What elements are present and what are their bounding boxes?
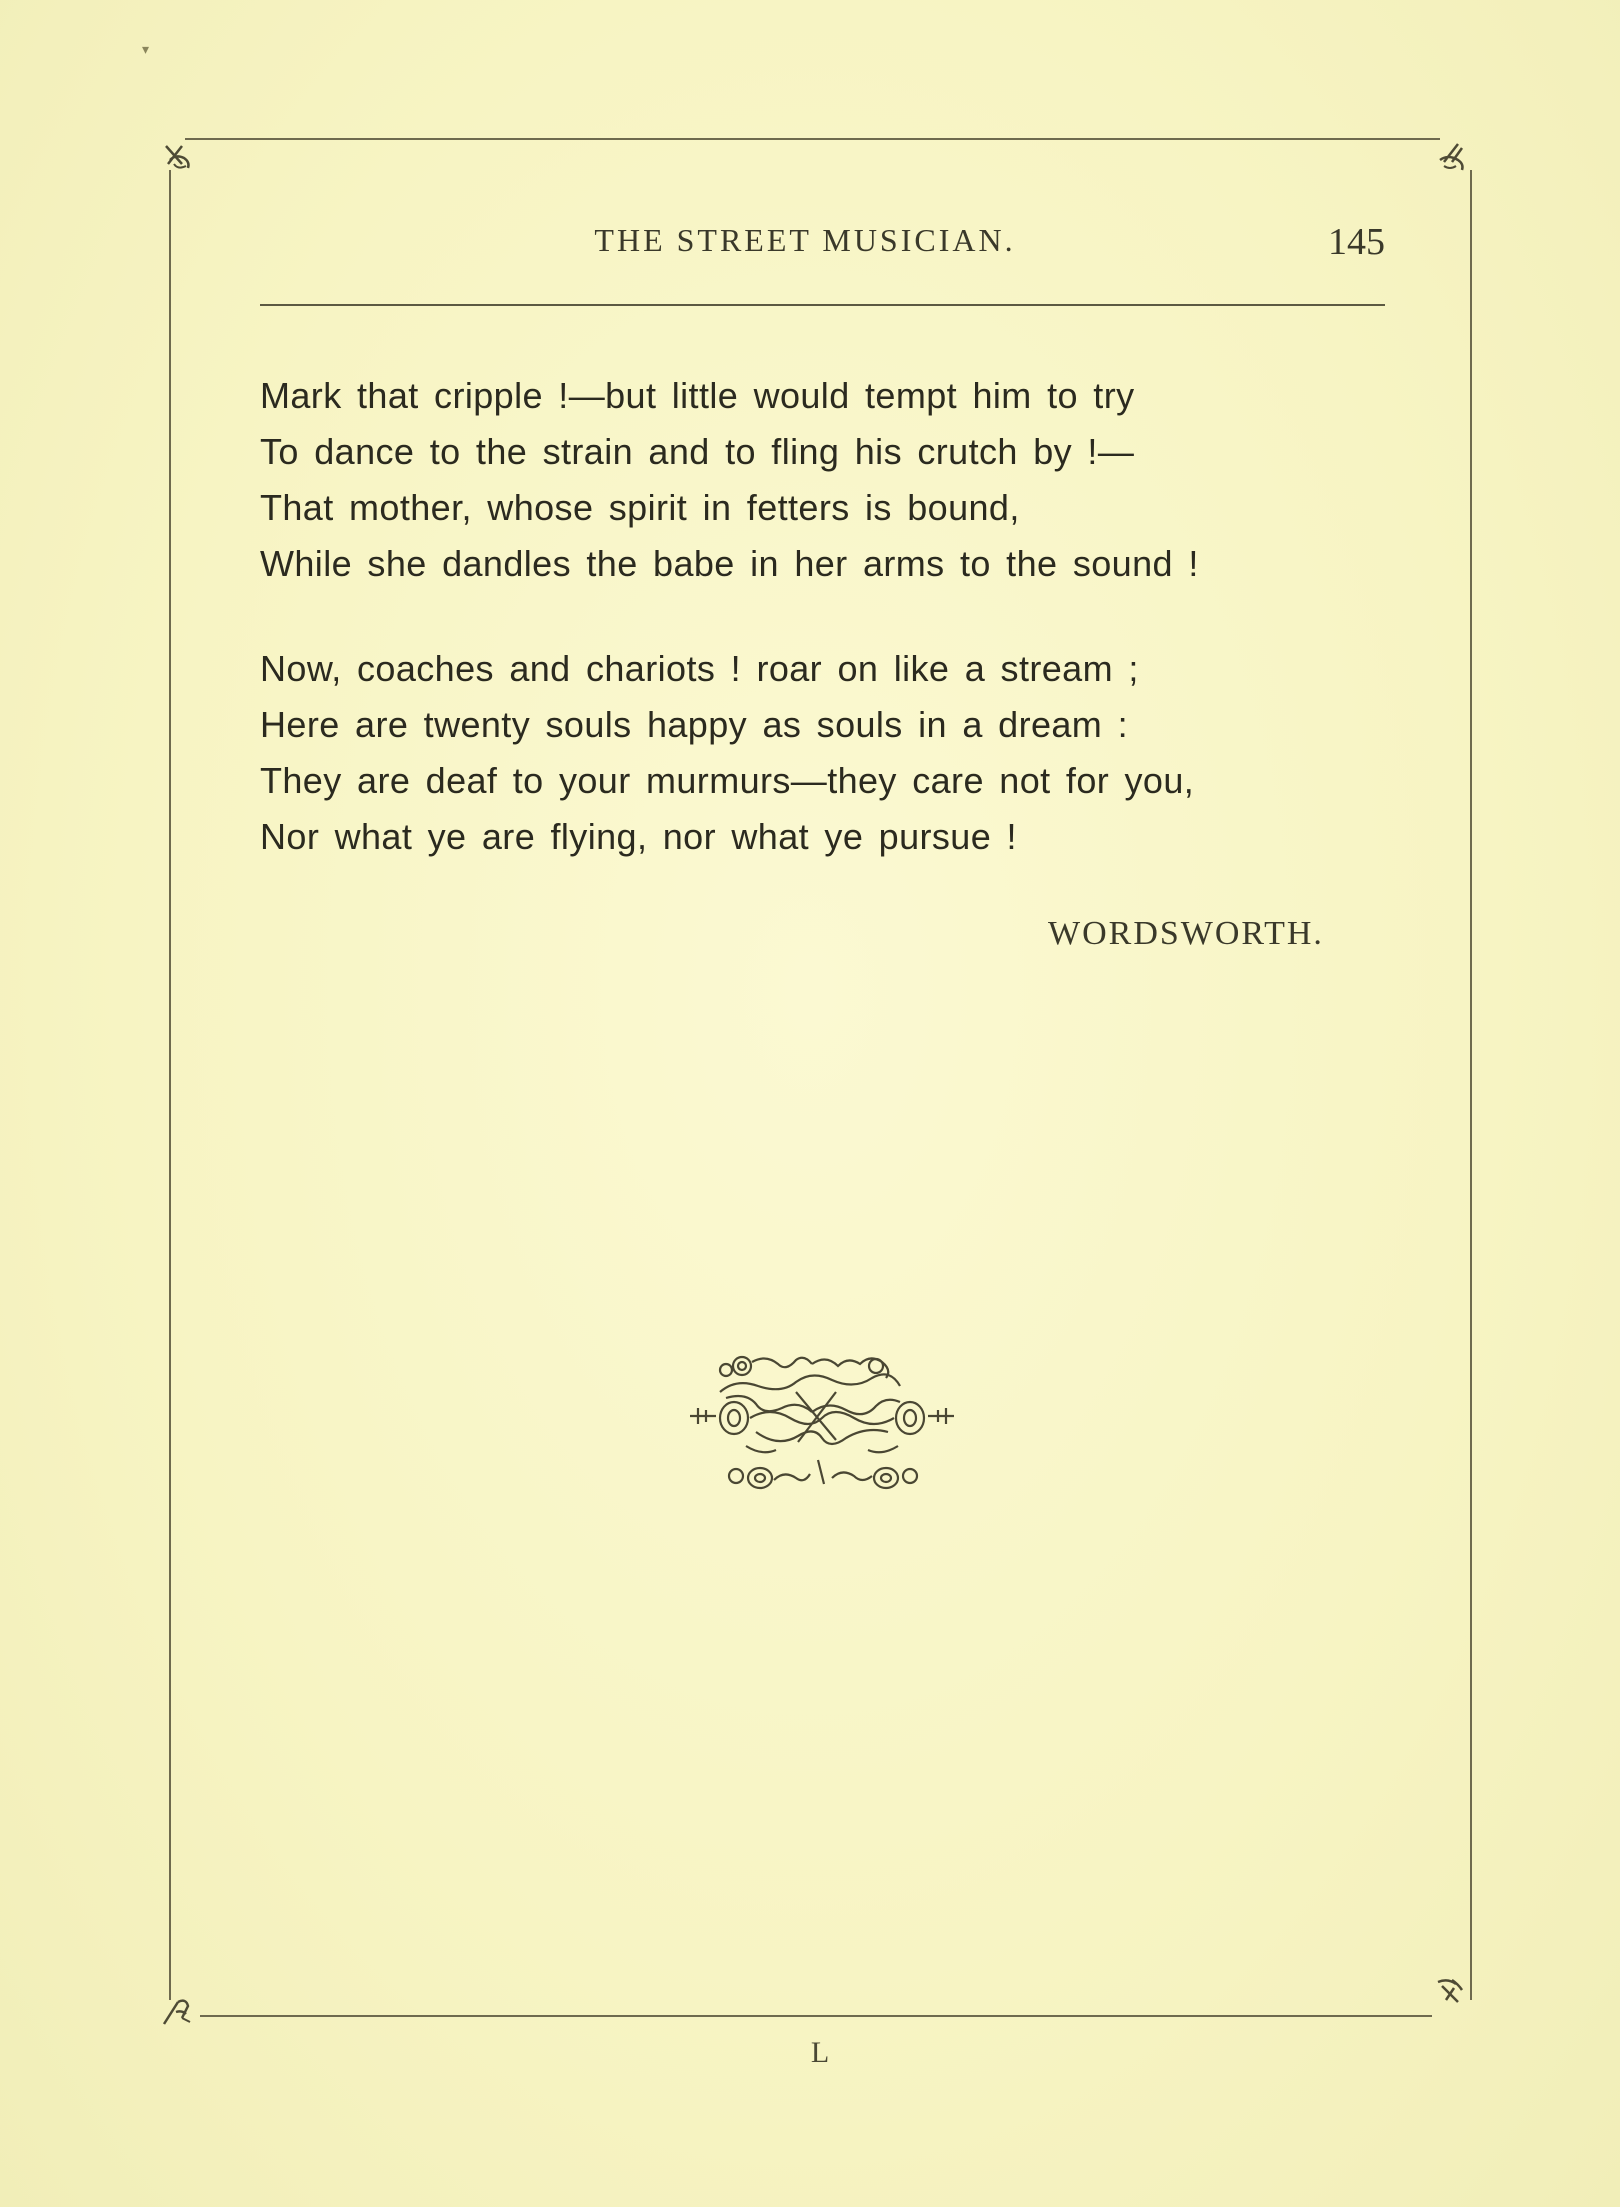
poem-line: To dance to the strain and to fling his crutch by !— bbox=[260, 431, 1135, 472]
frame-right-rule bbox=[1470, 170, 1472, 2000]
corner-flourish-icon bbox=[156, 1988, 200, 2032]
corner-flourish-icon bbox=[1428, 134, 1472, 178]
running-title: THE STREET MUSICIAN. bbox=[594, 222, 1016, 258]
frame-bottom-rule bbox=[200, 2015, 1432, 2017]
attribution: WORDSWORTH. bbox=[1048, 915, 1324, 952]
frame-left-rule bbox=[169, 170, 171, 2000]
poem-line: That mother, whose spirit in fetters is bound, bbox=[260, 487, 1020, 528]
head-rule bbox=[260, 304, 1385, 306]
corner-flourish-icon bbox=[160, 134, 204, 178]
poem-line: While she dandles the babe in her arms to the sound ! bbox=[260, 543, 1199, 584]
ink-speck: ▾ bbox=[142, 43, 150, 58]
scrollwork-ornament-icon bbox=[686, 1352, 958, 1502]
poem-line: They are deaf to your murmurs—they care not for you, bbox=[260, 760, 1195, 801]
stanza bbox=[260, 641, 1390, 865]
poem bbox=[260, 368, 1390, 914]
running-head bbox=[260, 222, 1385, 272]
poem-line: Mark that cripple !—but little would tempt him to try bbox=[260, 375, 1135, 416]
poem-line: Here are twenty souls happy as souls in a dream : bbox=[260, 704, 1128, 745]
frame-top-rule bbox=[185, 138, 1440, 140]
page-number: 145 bbox=[1328, 221, 1385, 263]
poem-line: Nor what ye are flying, nor what ye pursue ! bbox=[260, 816, 1017, 857]
stanza bbox=[260, 368, 1390, 592]
corner-flourish-icon bbox=[1428, 1970, 1472, 2014]
poem-line: Now, coaches and chariots ! roar on like a stream ; bbox=[260, 648, 1139, 689]
signature-mark: L bbox=[810, 2036, 830, 2069]
